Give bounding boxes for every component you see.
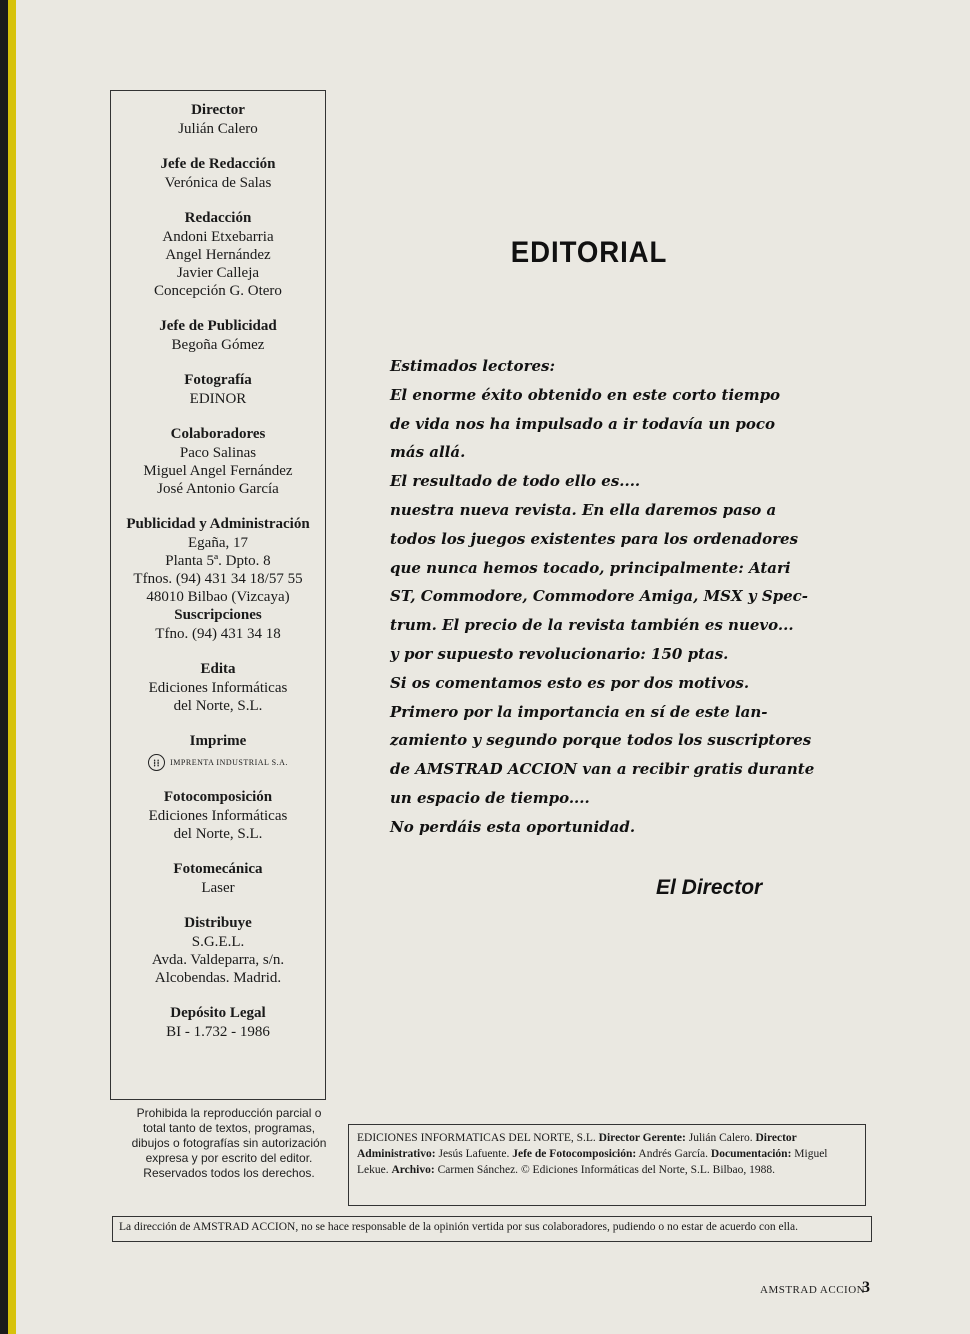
archive-name: Carmen Sánchez. bbox=[437, 1164, 519, 1176]
staff-section bbox=[111, 606, 325, 643]
staff-name: Tfnos. (94) 431 34 18/57 55 bbox=[133, 571, 303, 587]
staff-name: Miguel Angel Fernández bbox=[143, 463, 293, 479]
staff-name: S.G.E.L. bbox=[191, 934, 245, 950]
staff-role: Director bbox=[191, 102, 245, 118]
rights-line: Reservados todos los derechos. bbox=[143, 1166, 315, 1180]
company-name: EDICIONES INFORMATICAS DEL NORTE, S.L. bbox=[357, 1132, 596, 1144]
disclaimer: La dirección de AMSTRAD ACCION, no se hace responsable de la opinión vertida por sus colaboradores, pudiendo o no estar de acuerdo con ella. bbox=[112, 1216, 872, 1242]
admin-label: Director Administrativo: bbox=[357, 1132, 797, 1160]
rights-notice bbox=[118, 1106, 340, 1181]
editorial-line: trum. El precio de la revista también es nuevo... bbox=[390, 616, 794, 635]
rights-line: total tanto de textos, programas, bbox=[142, 1121, 316, 1135]
staff-role: Redacción bbox=[184, 210, 252, 226]
staff-section bbox=[111, 317, 325, 354]
admin-name: Jesús Lafuente. bbox=[438, 1148, 510, 1160]
editorial-line: ST, Commodore, Commodore Amiga, MSX y Spec- bbox=[390, 587, 809, 606]
staff-section bbox=[111, 515, 325, 606]
editorial-line: que nunca hemos tocado, principalmente: Atari bbox=[390, 558, 791, 577]
staff-name: Laser bbox=[201, 880, 235, 896]
staff-section bbox=[111, 660, 325, 715]
staff-name: del Norte, S.L. bbox=[173, 826, 263, 842]
manager-name: Julián Calero. bbox=[688, 1132, 753, 1144]
staff-name: José Antonio García bbox=[157, 481, 279, 497]
staff-role: Depósito Legal bbox=[170, 1005, 266, 1021]
staff-section bbox=[111, 425, 325, 498]
editorial-line: nuestra nueva revista. En ella daremos paso a bbox=[390, 500, 777, 519]
archive-label: Archivo: bbox=[391, 1164, 435, 1176]
editorial-line: Primero por la importancia en sí de este lan- bbox=[390, 702, 768, 721]
staff-name: Planta 5ª. Dpto. 8 bbox=[165, 553, 271, 569]
staff-name: Tfno. (94) 431 34 18 bbox=[155, 626, 281, 642]
staff-name: del Norte, S.L. bbox=[173, 698, 263, 714]
staff-name: Ediciones Informáticas bbox=[148, 808, 288, 824]
staff-role: Colaboradores bbox=[170, 426, 266, 442]
staff-name: Verónica de Salas bbox=[164, 175, 272, 191]
staff-role: Fotomecánica bbox=[173, 861, 263, 877]
editorial-title: EDITORIAL bbox=[510, 236, 668, 269]
rights-line: dibujos o fotografías sin autorización bbox=[131, 1136, 327, 1150]
staff-role: Edita bbox=[200, 661, 236, 677]
staff-section bbox=[111, 860, 325, 897]
editorial-signature: El Director bbox=[656, 876, 763, 899]
staff-name: EDINOR bbox=[189, 391, 247, 407]
staff-role: Jefe de Publicidad bbox=[159, 318, 277, 334]
staff-name: Julián Calero bbox=[178, 121, 258, 137]
staff-name: Avda. Valdeparra, s/n. bbox=[151, 952, 285, 968]
staff-role: Imprime bbox=[189, 733, 247, 749]
staff-name: Ediciones Informáticas bbox=[148, 680, 288, 696]
staff-section bbox=[111, 371, 325, 408]
editorial-line: más allá. bbox=[390, 443, 466, 462]
editorial-line: No perdáis esta oportunidad. bbox=[390, 817, 636, 836]
editorial-line: El enorme éxito obtenido en este corto tiempo bbox=[390, 385, 781, 404]
docs-label: Documentación: bbox=[710, 1148, 792, 1160]
rights-line: expresa y por escrito del editor. bbox=[145, 1151, 313, 1165]
staff-section bbox=[111, 788, 325, 843]
staff-section bbox=[111, 732, 325, 771]
staff-role: Publicidad y Administración bbox=[126, 516, 310, 532]
staff-name: Andoni Etxebarria bbox=[162, 229, 274, 245]
staff-name: Angel Hernández bbox=[165, 247, 271, 263]
cover-edge bbox=[8, 0, 16, 1334]
staff-role: Fotografía bbox=[184, 372, 252, 388]
photocomp-name: Andrés García. bbox=[638, 1148, 709, 1160]
magazine-page bbox=[8, 0, 970, 1334]
staff-credits-box bbox=[110, 90, 326, 1100]
staff-name: Concepción G. Otero bbox=[154, 283, 282, 299]
staff-name: Paco Salinas bbox=[179, 445, 257, 461]
staff-name: 48010 Bilbao (Vizcaya) bbox=[146, 589, 290, 605]
docs-name: Miguel Lekue. bbox=[357, 1148, 828, 1176]
staff-role: Suscripciones bbox=[174, 607, 262, 623]
printer-logo-icon: ⁞⁞ bbox=[148, 754, 165, 771]
footer-magazine-name: AMSTRAD ACCION bbox=[760, 1284, 866, 1296]
company-credits-box bbox=[348, 1124, 866, 1206]
editorial-line: zamiento y segundo porque todos los suscriptores bbox=[390, 731, 812, 750]
rights-line: Prohibida la reproducción parcial o bbox=[136, 1106, 322, 1120]
staff-role: Jefe de Redacción bbox=[160, 156, 276, 172]
editorial-line: Estimados lectores: bbox=[390, 357, 555, 375]
staff-role: Fotocomposición bbox=[163, 789, 273, 805]
editorial-line: de AMSTRAD ACCION van a recibir gratis durante bbox=[390, 760, 815, 779]
staff-name: Alcobendas. Madrid. bbox=[154, 970, 282, 986]
staff-name: Javier Calleja bbox=[176, 265, 260, 281]
manager-label: Director Gerente: bbox=[598, 1132, 686, 1144]
editorial-line: todos los juegos existentes para los ordenadores bbox=[390, 529, 799, 548]
staff-section bbox=[111, 155, 325, 192]
editorial-line: un espacio de tiempo.... bbox=[390, 788, 590, 807]
staff-section bbox=[111, 914, 325, 987]
staff-section bbox=[111, 1004, 325, 1041]
page-number: 3 bbox=[862, 1279, 870, 1296]
copyright: © Ediciones Informáticas del Norte, S.L. Bilbao, 1988. bbox=[520, 1164, 775, 1176]
editorial-body bbox=[390, 352, 840, 842]
editorial-line: de vida nos ha impulsado a ir todavía un poco bbox=[390, 414, 775, 433]
staff-name: Begoña Gómez bbox=[171, 337, 265, 353]
editorial-line: Si os comentamos esto es por dos motivos. bbox=[390, 673, 750, 692]
staff-section bbox=[111, 209, 325, 300]
editorial-line: y por supuesto revolucionario: 150 ptas. bbox=[390, 644, 729, 663]
staff-name: BI - 1.732 - 1986 bbox=[166, 1024, 270, 1040]
staff-name: Egaña, 17 bbox=[188, 535, 248, 551]
editorial-line: El resultado de todo ello es.... bbox=[390, 472, 641, 491]
photocomp-label: Jefe de Fotocomposición: bbox=[512, 1148, 637, 1160]
staff-role: Distribuye bbox=[184, 915, 252, 931]
imprenta-line bbox=[111, 754, 325, 771]
printer-name: IMPRENTA INDUSTRIAL S.A. bbox=[170, 758, 288, 767]
staff-section bbox=[111, 101, 325, 138]
